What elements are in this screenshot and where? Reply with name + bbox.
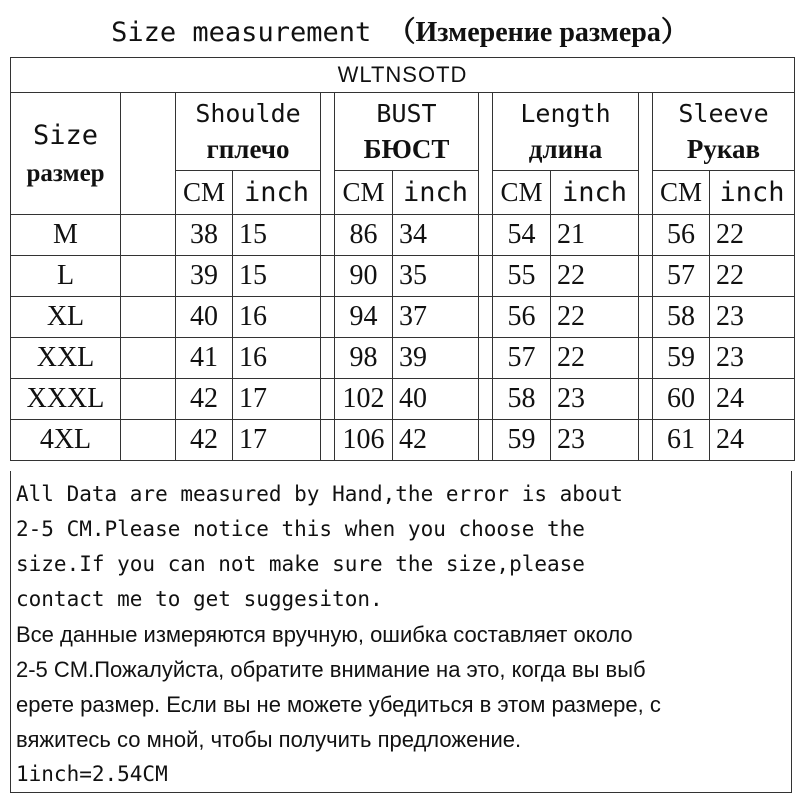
- bust-inch-cell: 37: [393, 297, 479, 338]
- sleeve-cm-cell: 59: [653, 338, 710, 379]
- length-header-en: Length: [520, 98, 611, 128]
- shoulder-cm-cell: 38: [176, 215, 233, 256]
- shoulder-header: [176, 93, 321, 171]
- unit-inch: inch: [233, 171, 321, 215]
- shoulder-cm-cell: 41: [176, 338, 233, 379]
- sleeve-cm-cell: 60: [653, 379, 710, 420]
- bust-cm-cell: 86: [335, 215, 393, 256]
- brand-label: WLTNSOTD: [11, 58, 795, 93]
- row-spacer: [121, 379, 176, 420]
- row-spacer: [639, 256, 653, 297]
- unit-inch: inch: [393, 171, 479, 215]
- unit-cm: CM: [653, 171, 710, 215]
- sleeve-header-en: Sleeve: [678, 98, 769, 128]
- size-table: [10, 57, 795, 461]
- bust-cm-cell: 102: [335, 379, 393, 420]
- header-spacer: [121, 93, 176, 215]
- note-ru-line: 2-5 CM.Пожалуйста, обратите внимание на это, когда вы выб: [16, 657, 646, 682]
- length-cm-cell: 56: [493, 297, 551, 338]
- length-inch-cell: 21: [551, 215, 639, 256]
- sleeve-inch-cell: 23: [710, 338, 795, 379]
- shoulder-cm-cell: 42: [176, 420, 233, 461]
- row-spacer: [639, 420, 653, 461]
- sleeve-cm-cell: 57: [653, 256, 710, 297]
- bust-cm-cell: 90: [335, 256, 393, 297]
- row-spacer: [321, 420, 335, 461]
- note-en-line: contact me to get suggesiton.: [16, 587, 383, 611]
- sleeve-inch-cell: 24: [710, 420, 795, 461]
- bust-inch-cell: 34: [393, 215, 479, 256]
- shoulder-cm-cell: 39: [176, 256, 233, 297]
- sleeve-inch-cell: 23: [710, 297, 795, 338]
- row-spacer: [121, 215, 176, 256]
- size-cell: M: [11, 215, 121, 256]
- bust-cm-cell: 106: [335, 420, 393, 461]
- row-spacer: [121, 256, 176, 297]
- length-header-ru: длина: [528, 133, 603, 164]
- table-row: [11, 420, 795, 461]
- sleeve-header-ru: Рукав: [686, 133, 761, 164]
- size-cell: 4XL: [11, 420, 121, 461]
- table-row: [11, 338, 795, 379]
- table-row: [11, 215, 795, 256]
- shoulder-cm-cell: 42: [176, 379, 233, 420]
- row-spacer: [321, 338, 335, 379]
- size-cell: XL: [11, 297, 121, 338]
- table-row: [11, 379, 795, 420]
- inch-conversion-note: 1inch=2.54CM: [16, 762, 168, 786]
- size-header-ru: размер: [26, 159, 105, 187]
- unit-cm: CM: [493, 171, 551, 215]
- bust-inch-cell: 42: [393, 420, 479, 461]
- sleeve-cm-cell: 56: [653, 215, 710, 256]
- size-cell: L: [11, 256, 121, 297]
- length-inch-cell: 22: [551, 256, 639, 297]
- unit-inch: inch: [710, 171, 795, 215]
- length-cm-cell: 58: [493, 379, 551, 420]
- size-header-en: Size: [32, 119, 99, 151]
- unit-inch: inch: [551, 171, 639, 215]
- sleeve-header: [653, 93, 795, 171]
- bust-header-ru: БЮСТ: [363, 133, 450, 164]
- row-spacer: [479, 256, 493, 297]
- row-spacer: [479, 420, 493, 461]
- note-ru-line: Все данные измеряются вручную, ошибка составляет около: [16, 622, 633, 647]
- row-spacer: [479, 215, 493, 256]
- shoulder-inch-cell: 16: [233, 297, 321, 338]
- bust-inch-cell: 39: [393, 338, 479, 379]
- note-en-line: All Data are measured by Hand,the error is about: [16, 482, 623, 506]
- size-cell: XXXL: [11, 379, 121, 420]
- row-spacer: [639, 338, 653, 379]
- bust-header: [335, 93, 479, 171]
- row-spacer: [321, 297, 335, 338]
- bust-cm-cell: 98: [335, 338, 393, 379]
- size-cell: XXL: [11, 338, 121, 379]
- header-spacer: [479, 93, 493, 215]
- row-spacer: [479, 297, 493, 338]
- header-row: [11, 93, 795, 171]
- row-spacer: [321, 256, 335, 297]
- unit-cm: CM: [335, 171, 393, 215]
- row-spacer: [479, 379, 493, 420]
- note-en-line: 2-5 CM.Please notice this when you choose the: [16, 517, 585, 541]
- row-spacer: [479, 338, 493, 379]
- length-cm-cell: 59: [493, 420, 551, 461]
- bust-inch-cell: 40: [393, 379, 479, 420]
- shoulder-header-ru: гплечо: [206, 133, 290, 164]
- length-inch-cell: 22: [551, 297, 639, 338]
- length-cm-cell: 54: [493, 215, 551, 256]
- row-spacer: [121, 297, 176, 338]
- row-spacer: [321, 379, 335, 420]
- shoulder-cm-cell: 40: [176, 297, 233, 338]
- length-header: [493, 93, 639, 171]
- sleeve-cm-cell: 58: [653, 297, 710, 338]
- length-inch-cell: 23: [551, 420, 639, 461]
- row-spacer: [121, 420, 176, 461]
- bust-inch-cell: 35: [393, 256, 479, 297]
- brand-row: [11, 58, 795, 93]
- sleeve-inch-cell: 22: [710, 256, 795, 297]
- length-cm-cell: 55: [493, 256, 551, 297]
- shoulder-header-en: Shoulde: [195, 98, 301, 128]
- header-spacer: [639, 93, 653, 215]
- size-header: [11, 93, 121, 215]
- note-ru-line: вяжитесь со мной, чтобы получить предложение.: [16, 727, 522, 752]
- title-russian: （Измерение размера）: [387, 17, 689, 48]
- header-spacer: [321, 93, 335, 215]
- shoulder-inch-cell: 16: [233, 338, 321, 379]
- page-title: [0, 10, 800, 50]
- length-inch-cell: 22: [551, 338, 639, 379]
- title-english: Size measurement: [111, 17, 372, 48]
- table-row: [11, 256, 795, 297]
- row-spacer: [639, 379, 653, 420]
- note-en-line: size.If you can not make sure the size,please: [16, 552, 585, 576]
- measurement-notes: [10, 471, 792, 793]
- sleeve-cm-cell: 61: [653, 420, 710, 461]
- bust-header-en: BUST: [376, 98, 437, 128]
- length-cm-cell: 57: [493, 338, 551, 379]
- row-spacer: [639, 297, 653, 338]
- sleeve-inch-cell: 24: [710, 379, 795, 420]
- table-row: [11, 297, 795, 338]
- shoulder-inch-cell: 17: [233, 420, 321, 461]
- shoulder-inch-cell: 15: [233, 215, 321, 256]
- length-inch-cell: 23: [551, 379, 639, 420]
- unit-cm: CM: [176, 171, 233, 215]
- row-spacer: [321, 215, 335, 256]
- shoulder-inch-cell: 17: [233, 379, 321, 420]
- shoulder-inch-cell: 15: [233, 256, 321, 297]
- sleeve-inch-cell: 22: [710, 215, 795, 256]
- bust-cm-cell: 94: [335, 297, 393, 338]
- note-ru-line: ерете размер. Если вы не можете убедиться в этом размере, с: [16, 692, 661, 717]
- row-spacer: [639, 215, 653, 256]
- row-spacer: [121, 338, 176, 379]
